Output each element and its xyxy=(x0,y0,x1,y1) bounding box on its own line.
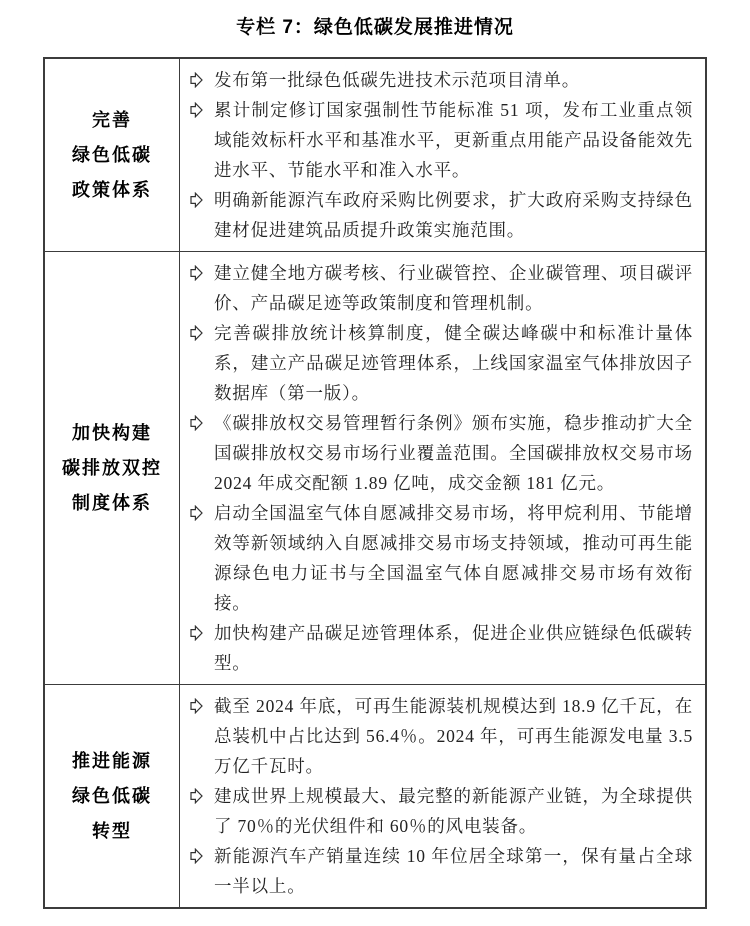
row-header-line: 碳排放双控 xyxy=(62,457,162,478)
block-arrow-right-icon xyxy=(190,102,203,118)
row-content-cell xyxy=(180,685,707,909)
bullet-list xyxy=(189,65,693,245)
block-arrow-right-icon xyxy=(190,72,203,88)
row-header xyxy=(44,58,180,252)
list-item xyxy=(189,618,693,678)
list-item xyxy=(189,95,693,185)
green-lowcarbon-box-table xyxy=(43,57,707,909)
row-header-line: 转型 xyxy=(92,820,132,841)
row-content-cell xyxy=(180,58,707,252)
block-arrow-right-icon xyxy=(190,848,203,864)
block-arrow-right-icon xyxy=(190,505,203,521)
list-item-text: 启动全国温室气体自愿减排交易市场，将甲烷利用、节能增效等新领域纳入自愿减排交易市场支持领域，推动可再生能源绿色电力证书与全国温室气体自愿减排交易市场有效衔接。 xyxy=(214,503,693,613)
list-item-text: 截至 2024 年底，可再生能源装机规模达到 18.9 亿千瓦，在总装机中占比达到 56.4％。2024 年，可再生能源发电量 3.5 万亿千瓦时。 xyxy=(214,696,693,776)
block-arrow-right-icon xyxy=(190,698,203,714)
table-row xyxy=(44,685,706,909)
list-item-text: 《碳排放权交易管理暂行条例》颁布实施，稳步推动扩大全国碳排放权交易市场行业覆盖范围。全国碳排放权交易市场 2024 年成交配额 1.89 亿吨，成交金额 181 亿元。 xyxy=(214,413,693,493)
block-arrow-right-icon xyxy=(190,325,203,341)
block-arrow-right-icon xyxy=(190,415,203,431)
page-title: 专栏 7：绿色低碳发展推进情况 xyxy=(236,17,514,38)
row-content-cell xyxy=(180,252,707,685)
list-item xyxy=(189,318,693,408)
list-item-text: 新能源汽车产销量连续 10 年位居全球第一，保有量占全球一半以上。 xyxy=(214,846,693,896)
table-row xyxy=(44,252,706,685)
table-body xyxy=(44,58,706,908)
list-item xyxy=(189,408,693,498)
list-item-text: 发布第一批绿色低碳先进技术示范项目清单。 xyxy=(214,70,580,90)
list-item xyxy=(189,841,693,901)
bullet-list xyxy=(189,258,693,678)
block-arrow-right-icon xyxy=(190,265,203,281)
list-item xyxy=(189,781,693,841)
row-header-line: 政策体系 xyxy=(72,179,152,200)
row-header-line: 推进能源 xyxy=(72,750,152,771)
list-item xyxy=(189,65,693,95)
row-header xyxy=(44,252,180,685)
list-item-text: 完善碳排放统计核算制度，健全碳达峰碳中和标准计量体系，建立产品碳足迹管理体系，上线国家温室气体排放因子数据库（第一版）。 xyxy=(214,323,693,403)
bullet-list xyxy=(189,691,693,901)
row-header-line: 制度体系 xyxy=(72,492,152,513)
list-item xyxy=(189,691,693,781)
block-arrow-right-icon xyxy=(190,192,203,208)
list-item xyxy=(189,258,693,318)
list-item xyxy=(189,185,693,245)
block-arrow-right-icon xyxy=(190,625,203,641)
row-header-line: 绿色低碳 xyxy=(72,785,152,806)
list-item-text: 明确新能源汽车政府采购比例要求，扩大政府采购支持绿色建材促进建筑品质提升政策实施范围。 xyxy=(214,190,693,240)
list-item xyxy=(189,498,693,618)
table-row xyxy=(44,58,706,252)
row-header-line: 绿色低碳 xyxy=(72,144,152,165)
list-item-text: 累计制定修订国家强制性节能标准 51 项，发布工业重点领域能效标杆水平和基准水平，更新重点用能产品设备能效先进水平、节能水平和准入水平。 xyxy=(214,100,693,180)
row-header xyxy=(44,685,180,909)
row-header-line: 加快构建 xyxy=(72,422,152,443)
list-item-text: 建立健全地方碳考核、行业碳管控、企业碳管理、项目碳评价、产品碳足迹等政策制度和管理机制。 xyxy=(214,263,693,313)
list-item-text: 加快构建产品碳足迹管理体系，促进企业供应链绿色低碳转型。 xyxy=(214,623,693,673)
list-item-text: 建成世界上规模最大、最完整的新能源产业链，为全球提供了 70％的光伏组件和 60％的风电装备。 xyxy=(214,786,693,836)
row-header-line: 完善 xyxy=(92,109,132,130)
block-arrow-right-icon xyxy=(190,788,203,804)
